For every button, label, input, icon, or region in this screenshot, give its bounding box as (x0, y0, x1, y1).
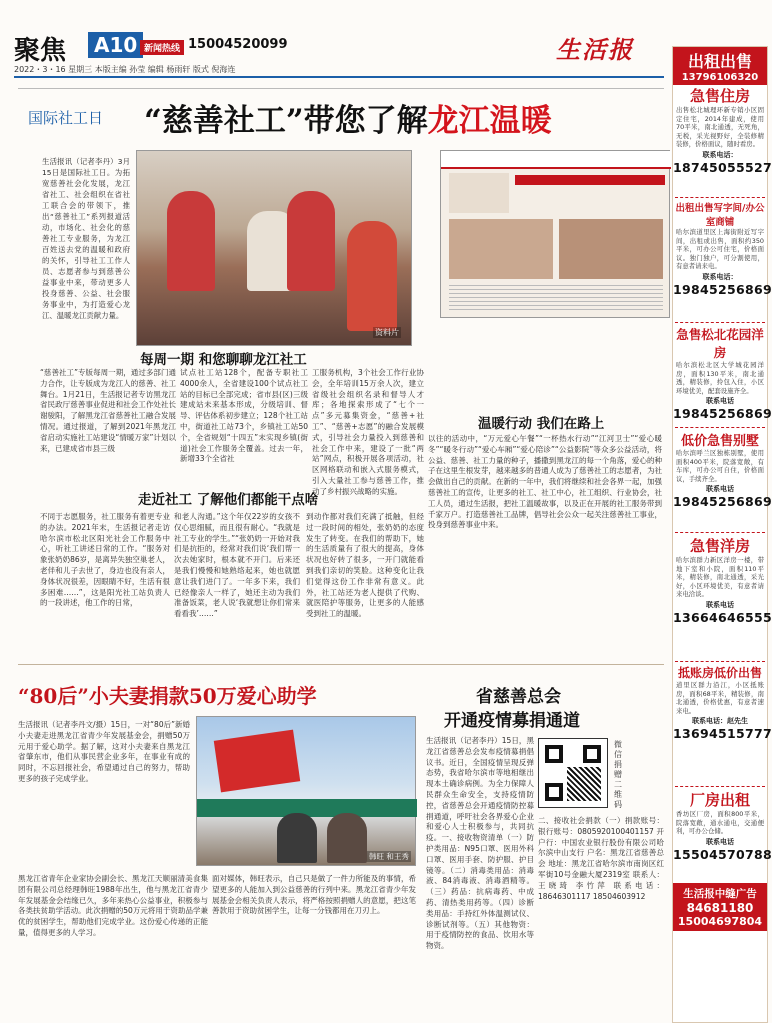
clipping-title-bar (515, 175, 665, 185)
ad-1-body: 出售松北城理环新专销小区固定住宅，2014年建成，使用70平米，南北通透，无死角，无税，采光视野好，全装修精装修，价格面议，随时看房。 (676, 106, 764, 149)
qr-finder-tr (583, 745, 601, 763)
ad-6 (673, 664, 772, 784)
ad-5-title: 急售洋房 (689, 537, 750, 555)
couple-col-1: 黑龙江省青年企业家协会副会长、黑龙江天顺丽清美食集团有限公司总经理韩旺1988年出生，他与黑龙江省青少年发展基金会结缘已久，多年来热心公益事业，积极参与各类扶贫助学活动。此次捐赠的50万元将用于资助品学兼优的贫困学生，帮助他们完成学业。这份爱心传递的正能量，值得更多的人学习。 (18, 874, 208, 937)
ad-4-contact: 联系电话 (706, 485, 734, 494)
section-divider (18, 664, 664, 665)
weekly-col-3: 工服务机构，3个社会工作行业协会，全年培训15万余人次，建立省级社会组织名录和督导人才库；各地探索形成了“七个一点”多元募集资金，“慈善+社工”、“慈善+志愿”的融合发展模式，引导社会力量投入到慈善和社会工作中来，建设了一批“两站”网点，积极开展各项活动，社区网格联动和嵌入式服务模式，引入大量社工参与慈善工作，推动了乡村振兴战略的实施。 (312, 368, 424, 496)
lead-headline-black: “慈善社工”带您了解 (144, 103, 428, 139)
lead-photo (136, 150, 412, 346)
ad-5-phone: 13664646555 (673, 609, 772, 625)
ad-2 (673, 200, 772, 320)
photo-figure-4 (347, 221, 397, 331)
photo-figure-3 (287, 191, 335, 291)
photo-figure-1 (167, 191, 215, 291)
ad-2-body: 哈尔滨道里区上海街附近写字间，出租或出售，面积约350平米，可办公可住宅，价格面议。独门独户，可分割使用，有意者请来电。 (676, 228, 764, 271)
ad-4-phone: 19845256869 (673, 494, 772, 510)
weekly-col-1: “慈善社工”专版每周一期，通过多部门通力合作，让专版成为龙江人的慈善、社工舞台。1月21日，生活报记者专访黑龙江省民政厅慈善事业促进和社会工作处社长谢骏阳，了解黑龙江省慈善社工融合发展情况。通过报道，了解到2021年黑龙江省启动实施社工站建设“情暖万家”计划以来，已建成省市县三级 (40, 368, 176, 453)
ad-2-contact: 联系电话： (702, 272, 738, 281)
ad-2-phone: 19845256869 (673, 281, 772, 297)
ad-7-body: 香坊区厂房，面积800平米，院落宽敞，通水通电，交通便利，可办公仓储。 (676, 810, 764, 836)
ad-5-body: 哈尔滨群力新区洋房一楼，带地下室和小院，面积110平米，精装修，南北通透，采光好，小区环境优美，有意者请来电洽谈。 (676, 556, 764, 599)
ad-4-title: 低价急售别墅 (680, 434, 759, 449)
warm-body: 以往的活动中，“万元爱心午餐”“一杯热水行动”“江河卫士”“爱心暖冬”“暖冬行动”“爱心车厢”“爱心陪诊”“公益影院”等众多公益活动，将公益、慈善、社工力量的种子，播撒到黑龙江的每一个角落，爱心的种子在这里生根发芽，越来越多的普通人成为了慈善社工的志愿者，为社会做出自己的贡献。在新的一年中，我们将继续和社会各界一起，加强慈善社工的宣传，让更多的社工、社工中心，社工组织、行业协会，社工人员，通过生活报，把社工温暖故事，以及正在开展的社工服务带到千家万户。打造慈善社工品牌，倡导社会公众一起关注慈善社工事业，投身到慈善事业中来。 (428, 434, 662, 530)
photo-person-1 (277, 813, 317, 863)
ad-3-title: 急售松北花园洋房 (676, 327, 764, 360)
clipping-text-lines (449, 285, 663, 313)
qr-pattern (567, 767, 601, 801)
couple-photo-caption: 韩旺 和王秀 (369, 852, 409, 861)
hotline-number: 15004520099 (188, 37, 288, 52)
ad-separator (675, 532, 765, 533)
couple-headline: “80后”小夫妻捐款50万爱心助学 (18, 684, 317, 708)
near-title: 走近社工 了解他们都能干点啥 (138, 492, 319, 508)
photo-person-2 (327, 813, 367, 863)
warm-title: 温暖行动 我们在路上 (478, 416, 605, 432)
ad-separator (675, 322, 765, 323)
hotline-label: 新闻热线 (140, 40, 184, 55)
lead-headline-area (18, 88, 664, 144)
charity-title-2: 开通疫情募捐通道 (444, 711, 580, 731)
ad-5-contact: 联系电话 (706, 600, 734, 609)
ad-5 (673, 535, 772, 659)
page-number: A10 (88, 32, 143, 58)
ad-7-contact: 联系电话 (706, 837, 734, 846)
ad-separator (675, 197, 765, 198)
ad-1-title: 急售住房 (689, 87, 750, 105)
lead-intro: 生活报讯（记者李丹）3月15日是国际社工日。为拓宽慈善社会化发展，龙江省社工、社会组织在省社工联合会的带领下，推出“慈善社工”系列报道活动，市场化、社会化的慈善社工专业服务，为龙江百姓送去党的温暖和政府的关怀，引导社工工作人员、志愿者参与到慈善公益事业中来，带动更多人投身慈善、公益、社会服务事业中，为打造爱心龙江、温暖龙江贡献力量。 (42, 157, 130, 320)
ad-3 (673, 325, 772, 425)
classifieds-top-phone: 13796106320 (673, 72, 767, 85)
ad-separator (675, 427, 765, 428)
ad-6-phone: 13694515777 (673, 726, 772, 742)
newspaper-logo: 生活报 (556, 35, 634, 64)
ad-3-contact: 联系电话 (706, 397, 734, 406)
classifieds-bottom-banner (673, 883, 767, 931)
ad-7-phone: 15504570788 (673, 846, 772, 862)
bottom-banner-phone-1: 84681180 (686, 901, 754, 915)
charity-body-1: 生活报讯（记者李丹）15日，黑龙江省慈善总会发布疫情募捐倡议书。近日，全国疫情呈现反弹态势，我省哈尔滨市等地相继出现本土确诊病例。为全力保障人民群众生命安全，支持疫情防控，省慈善总会开通疫情防控募捐通道，呼吁社会各界爱心企业和爱心人士积极参与，共同抗疫。一、接收物资清单（一）防护类用品：N95口罩、医用外科口罩、医用手套、防护服、护目镜等。（二）消毒类用品：消毒液、84消毒液、消毒酒精等。（三）药品：抗病毒药、中成药、清热类用药等。（四）诊断类用品：手持红外体温测试仪、诊断试剂等。（五）其他物资：用于疫情防控的食品、饮用水等物资。 (426, 736, 534, 951)
clipping-photo-2 (559, 219, 663, 279)
clipping-masthead (441, 151, 671, 169)
clipping-block-1 (449, 173, 509, 213)
section-title: 聚焦 (14, 36, 67, 66)
ad-6-title: 抵账房低价出售 (677, 666, 762, 680)
weekly-title: 每周一期 和您聊聊龙江社工 (140, 352, 307, 368)
near-col-3: 到动作都对我们充满了抵触，但经过一段时间的相处，张奶奶的态度发生了转变。在我们的帮助下，她的生活质量有了很大的提高，身体状况也好转了很多，一开门就能看到我们亲切的笑脸。这种变化让我们觉得这份工作非常有意义。此外，社工站还为老人提供了代购、就医陪护等服务，让更多的人能感受到社工的温暖。 (306, 512, 424, 619)
lead-kicker: 国际社工日 (28, 109, 104, 127)
ad-1 (673, 85, 772, 195)
charity-body-2: 二、接收社会捐款（一）捐款账号：银行账号：0805920100401157 开户行：中国农业银行股份有限公司哈尔滨中山支行 户名：黑龙江省慈善总会 地址：黑龙江省哈尔滨市南岗区红军街10号金融大厦2319室 联系人：王晓琦 李竹萍 联系电话：18646301117 18504603912 (538, 816, 664, 901)
qr-label: 微信捐赠二维码 (614, 740, 622, 809)
charity-title-1: 省慈善总会 (476, 687, 561, 707)
classifieds-title: 出租出售 (673, 47, 767, 72)
qr-finder-tl (545, 745, 563, 763)
ad-3-body: 哈尔滨松北区大学城花园洋房，面积130平米，南北通透，精装修，拎包入住，小区环境优美，配套设施齐全。 (676, 361, 764, 395)
bottom-banner-title: 生活报中缝广告 (683, 888, 757, 900)
newspaper-clipping (440, 150, 670, 318)
ad-separator (675, 786, 765, 787)
photo-flag (214, 730, 300, 793)
ad-2-title: 出租出售写字间/办公室商铺 (675, 203, 765, 228)
near-col-1: 不同于志愿服务，社工服务有着更专业的办法。2021年末，生活报记者走访哈尔滨市松北区阳光社会工作服务中心，听社工讲述日常的工作。“服务对象张奶奶86岁，是离异失独空巢老人，老伴和儿子去世了，身边也没有亲人，身体状况很差，因眼睛不好，生活有很多困难……”，这是阳光社工站负责人的一段讲述，他工作的日常， (40, 512, 170, 608)
lead-headline (144, 95, 552, 140)
classifieds-sidebar (672, 46, 772, 1023)
ad-1-phone: 18745055527 (673, 159, 772, 175)
ad-6-contact: 联系电话：赵先生 (692, 717, 748, 726)
bottom-banner-phone-2: 15004697804 (677, 915, 763, 928)
couple-col-2: 面对媒体，韩旺表示，自己只是做了一件力所能及的事情，希望更多的人能加入到公益慈善的行列中来。黑龙江省青少年发展基金会相关负责人表示，将严格按照捐赠人的意愿，把这笔善款用于资助贫困学生，让每一分钱都用在刀刃上。 (212, 874, 416, 916)
ad-4-body: 哈尔滨呼兰区独栋别墅，使用面积400平米，院落宽敞，有车库，可办公可自住，价格面议，手续齐全。 (676, 449, 764, 483)
ad-7-title: 厂房出租 (689, 791, 750, 809)
qr-finder-bl (545, 783, 563, 801)
near-col-2: 和老人沟通。”这个年仅22岁的女孩不仅心思细腻，而且很有耐心。“我就是社工专业的学生。”“张奶奶一开始对我们是抗拒的，经常对我们说‘我们帮一次去她家时，根本就不开门。后来还是我们慢慢和她熟络起来，她也就愿意让我们进门了。一年多下来，我们已经像亲人一样了，她还主动为我们准备饭菜，老人说‘我就想让你们常来看看我’……” (174, 512, 300, 619)
clipping-photo-1 (449, 219, 553, 279)
ad-1-contact: 联系电话： (702, 150, 738, 159)
dateline: 2022・3・16 星期三 本版主编 孙莹 编辑 杨雨轩 版式 倪海连 (14, 65, 236, 74)
weekly-col-2: 试点社工站128个，配备专职社工4000余人，全省建设100个试点社工站的目标已全部完成；省市县(区)三级建成站未来基本形成，分级培训、督导、评估体系初步建立；128个社工站中，街道社工站73个，乡镇社工站50个，全省规划“十四五”末实现乡镇(街道)社会工作服务全覆盖。过去一年，新增33个全省社 (180, 368, 308, 464)
ad-3-phone: 19845256869 (673, 406, 772, 422)
couple-photo (196, 716, 416, 866)
lead-headline-red: 龙江温暖 (427, 103, 552, 139)
ad-4 (673, 430, 772, 530)
lead-photo-caption: 资料片 (375, 328, 399, 337)
ad-7 (673, 789, 772, 879)
qr-code[interactable] (538, 738, 608, 808)
header-rule (14, 76, 664, 78)
couple-lead: 生活报讯（记者李丹文/摄）15日，一对“80后”新婚小夫妻走进黑龙江省青少年发展基金会，捐赠50万元用于爱心助学。据了解，这对小夫妻来自黑龙江省肇东市，他们从事民营企业多年，在事业有成的同时，不忘回报社会，希望通过自己的努力，帮助更多的孩子完成学业。 (18, 720, 190, 783)
ad-separator (675, 661, 765, 662)
ad-6-body: 道里区群力沿江，小区抵账房，面积68平米，精装修，南北通透，价格优惠，有意者速来电。 (676, 681, 764, 715)
